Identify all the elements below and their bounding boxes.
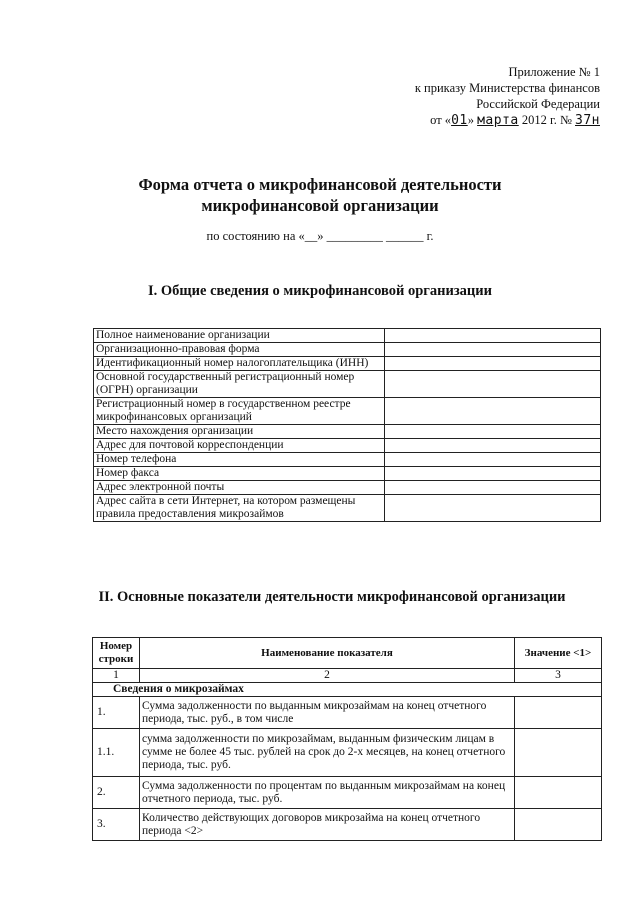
info-row-value[interactable] [384,357,600,371]
info-row-label: Адрес сайта в сети Интернет, на котором размещены правила предоставления микрозаймов [94,495,385,522]
info-row [94,425,601,439]
subsection-loans: Сведения о микрозаймах [93,683,602,697]
info-row [94,481,601,495]
indicator-row-name: Сумма задолженности по процентам по выданным микрозаймам на конец отчетного периода, тыс. руб. [140,777,515,809]
info-row-value[interactable] [384,439,600,453]
info-row-value[interactable] [384,343,600,357]
info-row [94,398,601,425]
indicator-row [93,809,602,841]
header-value: Значение <1> [515,638,602,669]
document-title [0,174,640,216]
info-row-value[interactable] [384,453,600,467]
info-row [94,357,601,371]
info-row-label: Организационно-правовая форма [94,343,385,357]
approval-line-2: к приказу Министерства финансов [414,81,600,95]
as-of-date: по состоянию на «__» _________ ______ г. [206,229,434,243]
approval-day: 01 [451,113,468,128]
col-number-3: 3 [515,669,602,683]
info-row [94,329,601,343]
indicator-row-number: 1. [93,697,140,729]
indicator-row-number: 3. [93,809,140,841]
col-number-2: 2 [140,669,515,683]
indicator-row-number: 1.1. [93,729,140,777]
info-row [94,371,601,398]
approval-line-3: Российской Федерации [476,97,600,111]
indicator-row [93,777,602,809]
title-line-2: микрофинансовой организации [201,196,439,215]
info-row [94,439,601,453]
approval-date: от «01» марта 2012 г. № 37н [430,113,600,128]
info-row-value[interactable] [384,425,600,439]
info-row-value[interactable] [384,329,600,343]
title-line-1: Форма отчета о микрофинансовой деятельности [138,175,502,194]
indicator-row-name: сумма задолженности по микрозаймам, выданным физическим лицам в сумме не более 45 тыс. рублей на срок до 2-х месяцев, на конец отчетного периода, тыс. руб. [140,729,515,777]
indicator-row-value[interactable] [515,809,602,841]
info-row-label: Идентификационный номер налогоплательщика (ИНН) [94,357,385,371]
indicator-row [93,697,602,729]
info-row-label: Основной государственный регистрационный номер (ОГРН) организации [94,371,385,398]
section-2-heading: II. Основные показатели деятельности микрофинансовой организации [98,589,566,605]
indicator-row-number: 2. [93,777,140,809]
info-row [94,453,601,467]
info-row-label: Полное наименование организации [94,329,385,343]
approval-month: марта [477,113,519,128]
info-row [94,467,601,481]
indicator-row-name: Сумма задолженности по выданным микрозаймам на конец отчетного периода, тыс. руб., в том числе [140,697,515,729]
info-row [94,343,601,357]
info-row-value[interactable] [384,467,600,481]
info-row-label: Регистрационный номер в государственном реестре микрофинансовых организаций [94,398,385,425]
header-indicator-name: Наименование показателя [140,638,515,669]
info-row-label: Номер факса [94,467,385,481]
info-row-value[interactable] [384,398,600,425]
info-row-label: Место нахождения организации [94,425,385,439]
indicator-row-value[interactable] [515,777,602,809]
indicator-row-value[interactable] [515,697,602,729]
approval-line-1: Приложение № 1 [508,65,600,79]
indicator-row [93,729,602,777]
indicator-row-name: Количество действующих договоров микрозайма на конец отчетного периода <2> [140,809,515,841]
header-row-number: Номер строки [93,638,140,669]
indicator-row-value[interactable] [515,729,602,777]
section-1-heading: I. Общие сведения о микрофинансовой организации [148,283,492,299]
indicators-table [92,637,602,841]
info-row-label: Номер телефона [94,453,385,467]
info-row-label: Адрес электронной почты [94,481,385,495]
info-row [94,495,601,522]
col-number-1: 1 [93,669,140,683]
info-row-value[interactable] [384,481,600,495]
info-row-label: Адрес для почтовой корреспонденции [94,439,385,453]
approval-number: 37н [575,113,600,128]
info-row-value[interactable] [384,371,600,398]
info-row-value[interactable] [384,495,600,522]
general-info-table [93,328,601,522]
approval-block [415,64,600,129]
